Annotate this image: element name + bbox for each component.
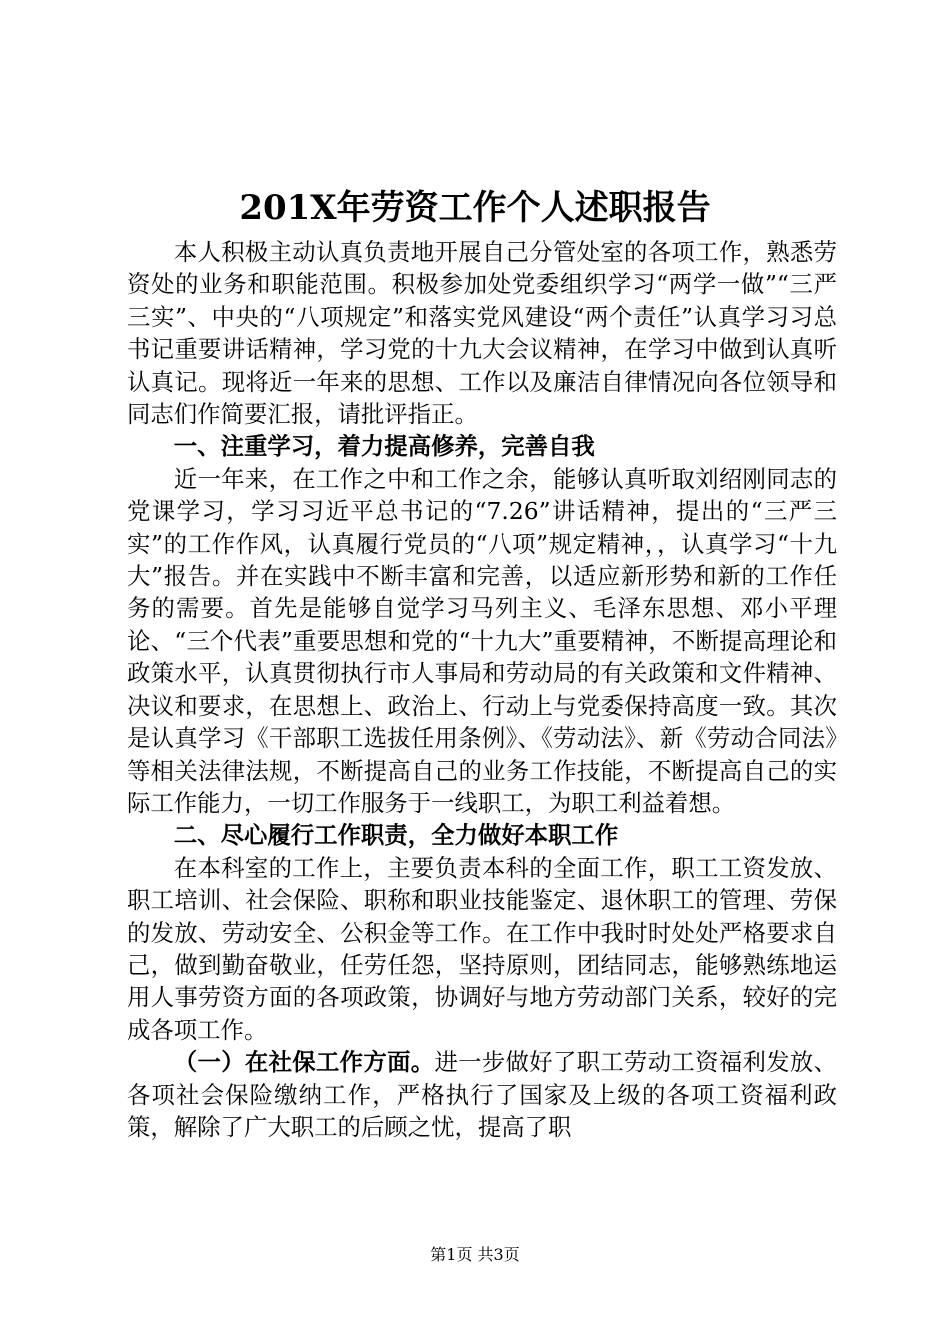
section-2-paragraph: 在本科室的工作上，主要负责本科的全面工作，职工工资发放、职工培训、社会保险、职称和职业技能鉴定、退休职工的管理、劳保的发放、劳动安全、公积金等工作。在工作中我时时处处严格要求自己，做到勤奋敬业，任劳任怨，坚持原则，团结同志，能够熟练地运用人事劳资方面的各项政策，协调好与地方劳动部门关系，较好的完成各项工作。 [127, 853, 837, 1044]
page-footer: 第1页 共3页 [430, 1245, 520, 1264]
subsection-1-label: （一）在社保工作方面。 [173, 1048, 435, 1077]
subsection-1-text: 进一步做好了职工劳动工资福利发放、各项社会保险缴纳工作，严格执行了国家及上级的各项工资福利政策，解除了广大职工的后顾之忧，提高了职 [127, 1048, 838, 1141]
section-2-heading: 二、尽心履行工作职责，全力做好本职工作 [173, 821, 619, 850]
subsection-1-paragraph [127, 1046, 837, 1143]
section-1-paragraph: 近一年来，在工作之中和工作之余，能够认真听取刘绍刚同志的党课学习，学习习近平总书记的“7.26”讲话精神，提出的“三严三实”的工作作风，认真履行党员的“八项”规定精神，，认真学习“十九大”报告。并在实践中不断丰富和完善，以适应新形势和新的工作任务的需要。首先是能够自觉学习马列主义、毛泽东思想、邓小平理论、“三个代表”重要思想和党的“十九大”重要精神，不断提高理论和政策水平，认真贯彻执行市人事局和劳动局的有关政策和文件精神、决议和要求，在思想上、政治上、行动上与党委保持高度一致。其次是认真学习《干部职工选拔任用条例》、《劳动法》、新《劳动合同法》等相关法律法规，不断提高自己的业务工作技能，不断提高自己的实际工作能力，一切工作服务于一线职工，为职工利益着想。 [127, 464, 837, 817]
document-body [127, 236, 837, 1143]
document-title: 201X年劳资工作个人述职报告 [239, 188, 711, 228]
intro-paragraph: 本人积极主动认真负责地开展自己分管处室的各项工作，熟悉劳资处的业务和职能范围。积极参加处党委组织学习“两学一做”“三严三实”、中央的“八项规定”和落实党风建设“两个责任”认真学习习总书记重要讲话精神，学习党的十九大会议精神，在学习中做到认真听认真记。现将近一年来的思想、工作以及廉洁自律情况向各位领导和同志们作简要汇报，请批评指正。 [127, 238, 837, 429]
section-1-heading: 一、注重学习，着力提高修养，完善自我 [173, 432, 595, 461]
